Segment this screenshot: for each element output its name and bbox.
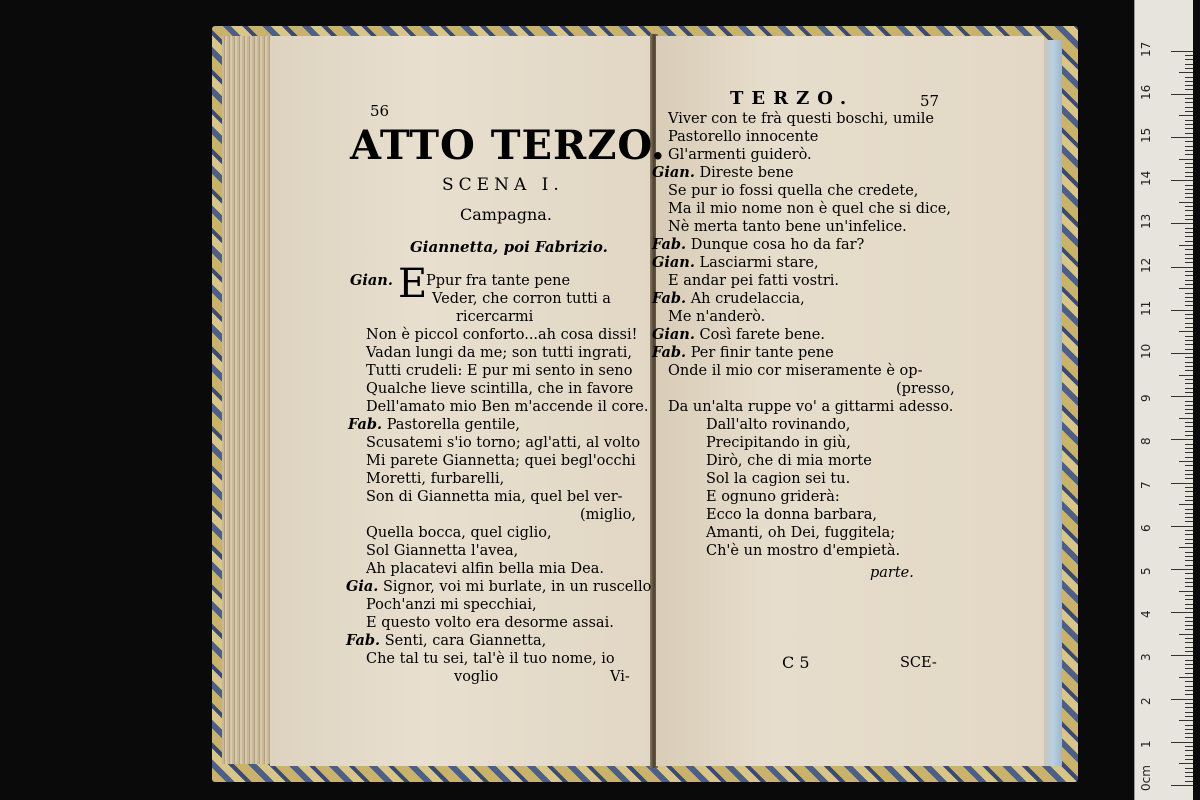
ruler-tick: [1171, 137, 1193, 138]
right-line-text: Pastorello innocente: [668, 129, 819, 145]
left-line-text: ricercarmi: [456, 309, 534, 325]
ruler-tick: [1185, 219, 1193, 220]
ruler-tick: [1171, 655, 1193, 656]
ruler-tick: [1185, 275, 1193, 276]
ruler-label: 5: [1139, 567, 1153, 575]
ruler-tick: [1185, 539, 1193, 540]
ruler-label: 0cm: [1139, 765, 1153, 791]
ruler-tick: [1185, 629, 1193, 630]
ruler-tick: [1179, 159, 1193, 160]
left-line-text: Non è piccol conforto...ah cosa dissi!: [366, 327, 638, 343]
ruler-tick: [1185, 500, 1193, 501]
ruler-tick: [1179, 677, 1193, 678]
right-line-text: Da un'alta ruppe vo' a gittarmi adesso.: [668, 399, 954, 415]
ruler-tick: [1185, 141, 1193, 142]
ruler-tick: [1185, 128, 1193, 129]
character-list: Giannetta, poi Fabrizio.: [410, 238, 608, 256]
ruler-tick: [1185, 64, 1193, 65]
ruler-label: 10: [1139, 343, 1153, 359]
ruler-label: 7: [1139, 480, 1153, 489]
ruler-tick: [1185, 725, 1193, 726]
ruler-tick: [1185, 534, 1193, 535]
setting: Campagna.: [460, 205, 552, 224]
ruler-tick: [1185, 163, 1193, 164]
right-line-text: Dirò, che di mia morte: [706, 453, 872, 469]
ruler-tick: [1185, 297, 1193, 298]
ruler-tick: [1185, 582, 1193, 583]
ruler-tick: [1185, 284, 1193, 285]
ruler-tick: [1171, 742, 1193, 743]
ruler-tick: [1185, 474, 1193, 475]
act-title: ATTO TERZO.: [350, 122, 666, 169]
ruler-tick: [1185, 340, 1193, 341]
right-line-text: Sol la cagion sei tu.: [706, 471, 851, 487]
ruler-tick: [1185, 271, 1193, 272]
line-text: Ah crudelaccia,: [690, 291, 805, 307]
ruler-label: 16: [1139, 84, 1153, 100]
right-line-text: Ecco la donna barbara,: [706, 507, 877, 523]
ruler-tick: [1185, 81, 1193, 82]
ruler-tick: [1185, 604, 1193, 605]
line-text: Così farete bene.: [699, 327, 825, 343]
ruler-tick: [1185, 487, 1193, 488]
ruler-tick: [1185, 305, 1193, 306]
ruler-tick: [1185, 344, 1193, 345]
ruler-tick: [1185, 59, 1193, 60]
speaker-label: Fab.: [348, 416, 383, 433]
ruler-tick: [1185, 107, 1193, 108]
running-head: TERZO.: [730, 88, 855, 109]
right-speaker-line: [652, 290, 805, 308]
ruler-tick: [1185, 448, 1193, 449]
left-page-number: 56: [370, 102, 390, 120]
speaker-label: Gian.: [652, 164, 695, 181]
left-speaker-line: [348, 416, 520, 434]
line-text: Signor, voi mi burlate, in un ruscello: [382, 579, 652, 595]
ruler-tick: [1185, 737, 1193, 738]
ruler-tick: [1179, 115, 1193, 116]
right-speaker-line: [652, 326, 825, 344]
ruler-label: 6: [1139, 524, 1153, 532]
ruler-tick: [1185, 755, 1193, 756]
catchword: Vi-: [610, 669, 630, 685]
ruler-tick: [1185, 586, 1193, 587]
ruler-tick: [1185, 431, 1193, 432]
ruler-tick: [1185, 236, 1193, 237]
ruler-tick: [1171, 223, 1193, 224]
ruler-tick: [1185, 664, 1193, 665]
ruler-tick: [1185, 210, 1193, 211]
scene-title: SCENA I.: [442, 175, 564, 195]
left-speaker-line: [346, 578, 651, 596]
ruler-tick: [1185, 120, 1193, 121]
ruler-tick: [1185, 301, 1193, 302]
right-page-number: 57: [920, 92, 940, 110]
right-line-text: E ognuno griderà:: [706, 489, 840, 505]
ruler-tick: [1185, 660, 1193, 661]
ruler-tick: [1185, 638, 1193, 639]
ruler-tick: [1185, 392, 1193, 393]
left-line-text: Che tal tu sei, tal'è il tuo nome, io: [366, 651, 615, 667]
ruler-tick: [1185, 772, 1193, 773]
line-text: Direste bene: [699, 165, 794, 181]
left-line-text: E questo volto era desorme assai.: [366, 615, 614, 631]
ruler-tick: [1185, 327, 1193, 328]
left-line-text: Ppur fra tante pene: [426, 273, 571, 289]
ruler-tick: [1171, 483, 1193, 484]
ruler-tick: [1185, 521, 1193, 522]
ruler-tick: [1185, 98, 1193, 99]
left-line-text: Son di Giannetta mia, quel bel ver-: [366, 489, 623, 505]
ruler-tick: [1171, 612, 1193, 613]
ruler-tick: [1185, 647, 1193, 648]
ruler-tick: [1171, 569, 1193, 570]
ruler-tick: [1185, 206, 1193, 207]
ruler-tick: [1185, 707, 1193, 708]
ruler-tick: [1185, 617, 1193, 618]
ruler-label: 1: [1139, 740, 1153, 748]
ruler-tick: [1185, 323, 1193, 324]
ruler-tick: [1185, 85, 1193, 86]
speaker-label: Fab.: [652, 236, 687, 253]
ruler-tick: [1185, 167, 1193, 168]
ruler-tick: [1171, 51, 1193, 52]
left-line-text: Qualche lieve scintilla, che in favore: [366, 381, 634, 397]
left-line-text: Tutti crudeli: E pur mi sento in seno: [366, 363, 633, 379]
ruler-tick: [1185, 444, 1193, 445]
ruler-tick: [1179, 245, 1193, 246]
ruler-tick: [1185, 552, 1193, 553]
ruler-tick: [1185, 409, 1193, 410]
ruler-tick: [1185, 716, 1193, 717]
speaker-label: Gia.: [346, 578, 379, 595]
left-speaker-line: [346, 632, 546, 650]
page-block-edge: [222, 36, 274, 764]
right-line-text: Se pur io fossi quella che credete,: [668, 183, 919, 199]
right-line-text: Nè merta tanto bene un'infelice.: [668, 219, 907, 235]
ruler-tick: [1185, 193, 1193, 194]
ruler-label: 14: [1139, 170, 1153, 187]
right-line-text: Ma il mio nome non è quel che si dice,: [668, 201, 951, 217]
ruler-tick: [1185, 768, 1193, 769]
ruler-tick: [1179, 461, 1193, 462]
ruler-tick: [1185, 746, 1193, 747]
left-line-text: Dell'amato mio Ben m'accende il core.: [366, 399, 649, 415]
left-line-text: Mi parete Giannetta; quei begl'occhi: [366, 453, 636, 469]
left-line-text: Moretti, furbarelli,: [366, 471, 505, 487]
right-line-text: Ch'è un mostro d'empietà.: [706, 543, 901, 559]
measuring-ruler: [1134, 0, 1193, 800]
ruler-tick: [1185, 457, 1193, 458]
ruler-tick: [1185, 280, 1193, 281]
ruler-tick: [1185, 366, 1193, 367]
ruler-tick: [1185, 668, 1193, 669]
ruler-tick: [1179, 72, 1193, 73]
ruler-tick: [1179, 331, 1193, 332]
ruler-tick: [1185, 249, 1193, 250]
ruler-label: 15: [1139, 127, 1153, 143]
ruler-tick: [1185, 543, 1193, 544]
left-line-text: Sol Giannetta l'avea,: [366, 543, 519, 559]
ruler-tick: [1185, 357, 1193, 358]
ruler-tick: [1185, 150, 1193, 151]
ruler-tick: [1185, 401, 1193, 402]
ruler-tick: [1171, 699, 1193, 700]
ruler-tick: [1179, 763, 1193, 764]
ruler-tick: [1185, 197, 1193, 198]
ruler-tick: [1185, 426, 1193, 427]
ruler-label: 12: [1139, 257, 1153, 273]
ruler-tick: [1185, 102, 1193, 103]
ruler-tick: [1185, 759, 1193, 760]
ruler-tick: [1179, 720, 1193, 721]
ruler-tick: [1185, 470, 1193, 471]
ruler-tick: [1185, 686, 1193, 687]
ruler-tick: [1185, 262, 1193, 263]
ruler-tick: [1185, 89, 1193, 90]
ruler-tick: [1185, 422, 1193, 423]
ruler-tick: [1185, 776, 1193, 777]
ruler-tick: [1185, 241, 1193, 242]
ruler-tick: [1185, 232, 1193, 233]
ruler-label: 13: [1139, 214, 1153, 230]
ruler-tick: [1185, 413, 1193, 414]
signature-mark: C 5: [782, 653, 810, 672]
speaker-label: Fab.: [652, 344, 687, 361]
ruler-tick: [1171, 310, 1193, 311]
right-line-text: Onde il mio cor miseramente è op-: [668, 363, 923, 379]
left-line-text: Ah placatevi alfin bella mia Dea.: [366, 561, 604, 577]
left-line-text: voglio: [454, 669, 499, 685]
line-text: Dunque cosa ho da far?: [690, 237, 865, 253]
ruler-tick: [1185, 729, 1193, 730]
ruler-tick: [1185, 215, 1193, 216]
ruler-tick: [1185, 172, 1193, 173]
ruler-tick: [1185, 379, 1193, 380]
ruler-tick: [1179, 202, 1193, 203]
ruler-tick: [1179, 288, 1193, 289]
left-line-text: (miglio,: [580, 507, 636, 523]
ruler-tick: [1185, 595, 1193, 596]
ruler-tick: [1185, 189, 1193, 190]
ruler-tick: [1185, 556, 1193, 557]
ruler-tick: [1185, 599, 1193, 600]
speaker-label: Gian.: [652, 254, 695, 271]
ruler-tick: [1171, 94, 1193, 95]
right-speaker-line: [652, 164, 794, 182]
left-line-text: Poch'anzi mi specchiai,: [366, 597, 537, 613]
ruler-tick: [1185, 608, 1193, 609]
left-line-1: [350, 272, 393, 290]
left-line-text: Veder, che corron tutti a: [432, 291, 611, 307]
ruler-tick: [1185, 185, 1193, 186]
catchword: SCE-: [900, 655, 937, 671]
stage-direction: parte.: [870, 565, 914, 581]
ruler-tick: [1171, 396, 1193, 397]
right-speaker-line: [652, 254, 819, 272]
ruler-label: 8: [1139, 437, 1153, 446]
ruler-tick: [1185, 435, 1193, 436]
right-speaker-line: [652, 236, 864, 254]
line-text: Per finir tante pene: [690, 345, 834, 361]
ruler-tick: [1185, 228, 1193, 229]
ruler-tick: [1185, 452, 1193, 453]
drop-cap: E: [398, 261, 428, 307]
line-text: Pastorella gentile,: [386, 417, 520, 433]
ruler-tick: [1171, 353, 1193, 354]
ruler-tick: [1185, 578, 1193, 579]
ruler-tick: [1185, 383, 1193, 384]
ruler-tick: [1179, 504, 1193, 505]
ruler-label: 4: [1139, 610, 1153, 619]
ruler-tick: [1185, 681, 1193, 682]
ruler-tick: [1185, 405, 1193, 406]
ruler-tick: [1185, 68, 1193, 69]
line-text: Lasciarmi stare,: [699, 255, 819, 271]
ruler-label: 11: [1139, 300, 1153, 316]
right-speaker-line: [652, 344, 834, 362]
ruler-tick: [1179, 418, 1193, 419]
ruler-tick: [1171, 526, 1193, 527]
line-text: Senti, cara Giannetta,: [384, 633, 547, 649]
ruler-tick: [1185, 318, 1193, 319]
ruler-tick: [1185, 703, 1193, 704]
right-line-text: (presso,: [896, 381, 955, 397]
ruler-tick: [1185, 750, 1193, 751]
ruler-tick: [1185, 513, 1193, 514]
ruler-tick: [1171, 267, 1193, 268]
ruler-tick: [1185, 293, 1193, 294]
ruler-tick: [1185, 111, 1193, 112]
ruler-tick: [1185, 517, 1193, 518]
ruler-label: 17: [1139, 41, 1153, 57]
ruler-tick: [1179, 634, 1193, 635]
ruler-tick: [1185, 621, 1193, 622]
speaker-label: Fab.: [346, 632, 381, 649]
ruler-tick: [1185, 133, 1193, 134]
ruler-tick: [1185, 733, 1193, 734]
ruler-tick: [1185, 314, 1193, 315]
ruler-tick: [1179, 591, 1193, 592]
ruler-tick: [1185, 651, 1193, 652]
ruler-tick: [1185, 625, 1193, 626]
right-line-text: Precipitando in giù,: [706, 435, 851, 451]
right-line-text: E andar pei fatti vostri.: [668, 273, 840, 289]
speaker-label: Fab.: [652, 290, 687, 307]
ruler-label: 9: [1139, 394, 1153, 403]
ruler-tick: [1185, 77, 1193, 78]
ruler-tick: [1185, 362, 1193, 363]
ruler-tick: [1185, 465, 1193, 466]
left-line-text: Scusatemi s'io torno; agl'atti, al volto: [366, 435, 641, 451]
ruler-tick: [1185, 712, 1193, 713]
ruler-label: 3: [1139, 653, 1153, 662]
right-line-text: Gl'armenti guiderò.: [668, 147, 812, 163]
left-line-text: Vadan lungi da me; son tutti ingrati,: [366, 345, 632, 361]
ruler-tick: [1185, 349, 1193, 350]
ruler-tick: [1185, 509, 1193, 510]
ruler-tick: [1171, 785, 1193, 786]
ruler-tick: [1185, 478, 1193, 479]
ruler-tick: [1185, 336, 1193, 337]
ruler-tick: [1185, 565, 1193, 566]
right-line-text: Amanti, oh Dei, fuggitela;: [706, 525, 896, 541]
ruler-tick: [1185, 781, 1193, 782]
ruler-tick: [1185, 370, 1193, 371]
right-line-text: Viver con te frà questi boschi, umile: [668, 111, 934, 127]
ruler-tick: [1171, 180, 1193, 181]
speaker-label: Gian.: [652, 326, 695, 343]
ruler-tick: [1185, 673, 1193, 674]
ruler-tick: [1185, 694, 1193, 695]
ruler-tick: [1185, 124, 1193, 125]
ruler-tick: [1185, 254, 1193, 255]
ruler-tick: [1185, 560, 1193, 561]
ruler-tick: [1179, 375, 1193, 376]
ruler-tick: [1185, 573, 1193, 574]
right-line-text: Dall'alto rovinando,: [706, 417, 851, 433]
ruler-tick: [1185, 496, 1193, 497]
ruler-tick: [1185, 491, 1193, 492]
ruler-tick: [1185, 258, 1193, 259]
ruler-tick: [1185, 690, 1193, 691]
ruler-tick: [1185, 146, 1193, 147]
ruler-tick: [1185, 55, 1193, 56]
speaker-label: Gian.: [350, 272, 393, 289]
right-line-text: Me n'anderò.: [668, 309, 766, 325]
ruler-tick: [1171, 439, 1193, 440]
ruler-tick: [1185, 388, 1193, 389]
ruler-tick: [1185, 154, 1193, 155]
ruler-tick: [1179, 547, 1193, 548]
left-line-text: Quella bocca, quel ciglio,: [366, 525, 552, 541]
ruler-tick: [1185, 176, 1193, 177]
ruler-tick: [1185, 642, 1193, 643]
ruler-tick: [1185, 530, 1193, 531]
ruler-label: 2: [1139, 696, 1153, 705]
